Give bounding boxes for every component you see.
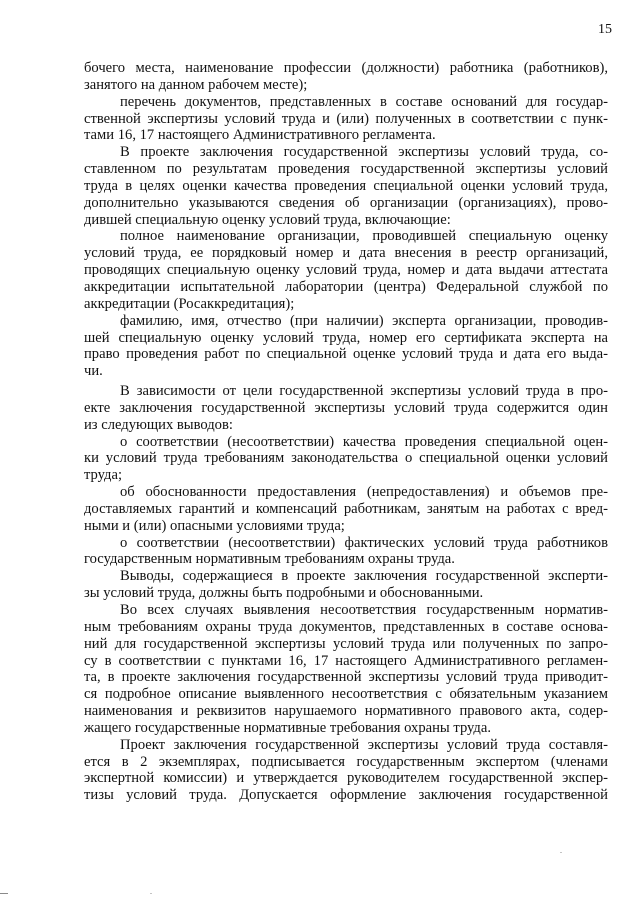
text-line: ки условий труда требованиям законодательства о специальной оценки условий [84, 450, 608, 467]
text-line: наименования и реквизитов нарушаемого нормативного правового акта, содер- [84, 703, 608, 720]
text-line: ний для государственной экспертизы условий труда или полученных по запро- [84, 635, 608, 652]
scan-artifact [0, 893, 8, 894]
text-line: о соответствии (несоответствии) качества проведения специальной оцен- [120, 433, 608, 450]
text-line: полное наименование организации, проводившей специальную оценку [120, 228, 608, 245]
text-line: дившей специальную оценку условий труда, включающие: [84, 211, 451, 228]
text-line: доставляемых гарантий и компенсаций работникам, занятым на работах с вред- [84, 500, 608, 517]
text-line: занятого на данном рабочем месте); [84, 76, 308, 93]
scan-artifact [560, 852, 562, 853]
text-line: труда в целях оценки качества проведения специальной оценки условий труда, [84, 177, 608, 194]
text-line: В проекте заключения государственной экспертизы условий труда, со- [120, 144, 608, 161]
text-line: та, в проекте заключения государственной экспертизы условий труда приводит- [84, 669, 608, 686]
text-line: труда; [84, 467, 122, 484]
text-line: из следующих выводов: [84, 416, 233, 433]
text-line: шей специальную оценку условий труда, номер его сертификата эксперта на [84, 329, 608, 346]
text-line: аккредитации испытательной лаборатории (центра) Федеральной службой по [84, 278, 608, 295]
text-line: о соответствии (несоответствии) фактических условий труда работников [120, 534, 608, 551]
text-line: аккредитации (Росаккредитация); [84, 295, 295, 312]
text-line: условий труда, ее порядковый номер и дата внесения в реестр организаций, [84, 245, 608, 262]
text-line: тами 16, 17 настоящего Административного регламента. [84, 127, 436, 144]
text-line: ственной экспертизы условий труда и (или) полученных в соответствии с пунк- [84, 110, 608, 127]
scan-artifact [150, 893, 152, 894]
page-number: 15 [598, 22, 612, 37]
text-line: екте заключения государственной экспертизы условий труда содержится один [84, 399, 608, 416]
text-line: ставленном по результатам проведения государственной экспертизы условий [84, 161, 608, 178]
body-text [84, 60, 608, 804]
text-line: бочего места, наименование профессии (должности) работника (работников), [84, 60, 608, 76]
text-line: право проведения работ по специальной оценке условий труда и дата его выда- [84, 346, 608, 363]
text-line: дополнительно указываются сведения об организации (организациях), прово- [84, 194, 608, 211]
text-line: Во всех случаях выявления несоответствия государственным норматив- [120, 602, 608, 618]
text-line: государственным нормативным требованиям охраны труда. [84, 551, 455, 568]
text-line: ными и (или) опасными условиями труда; [84, 517, 345, 534]
text-line: ется в 2 экземплярах, подписывается государственным экспертом (членами [84, 753, 608, 770]
text-line: чи. [84, 363, 103, 380]
text-line: ным требованиям охраны труда документов, представленных в составе основа- [84, 618, 608, 635]
text-line: экспертной комиссии) и утверждается руководителем государственной экспер- [84, 770, 608, 787]
text-line: фамилию, имя, отчество (при наличии) эксперта организации, проводив- [120, 312, 608, 329]
text-line: Выводы, содержащиеся в проекте заключения государственной эксперти- [120, 568, 608, 585]
text-line: В зависимости от цели государственной экспертизы условий труда в про- [120, 383, 608, 400]
text-line: перечень документов, представленных в составе оснований для государ- [120, 93, 608, 110]
text-line: жащего государственные нормативные требования охраны труда. [84, 719, 491, 736]
text-line: ся подробное описание выявленного несоответствия с обязательным указанием [84, 686, 608, 703]
text-line: проводящих специальную оценку условий труда, номер и дата выдачи аттестата [84, 262, 608, 279]
text-line: Проект заключения государственной экспертизы условий труда составля- [120, 736, 608, 753]
text-line: зы условий труда, должны быть подробными и обоснованными. [84, 585, 484, 602]
text-line: тизы условий труда. Допускается оформление заключения государственной [84, 787, 608, 804]
text-line: су в соответствии с пунктами 16, 17 настоящего Административного регламен- [84, 652, 608, 669]
text-line: об обоснованности предоставления (непредоставления) и объемов пре- [120, 484, 608, 501]
